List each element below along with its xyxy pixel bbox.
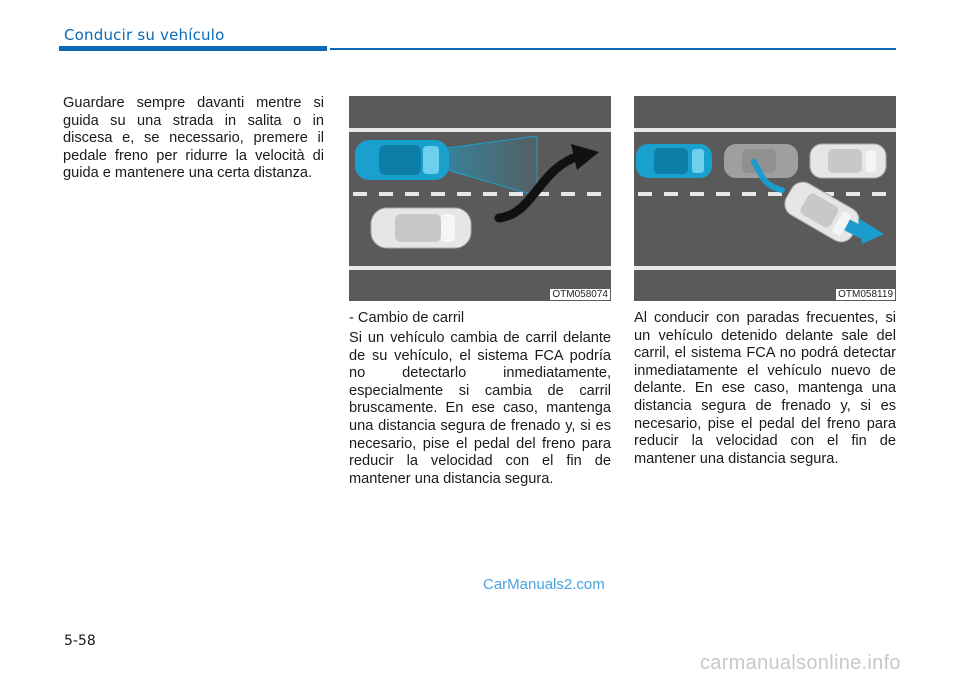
road-surface (634, 96, 896, 301)
cutting-in-vehicle (371, 208, 471, 248)
road-surface (349, 96, 611, 301)
host-vehicle (355, 140, 449, 180)
lane-change-subheading: - Cambio de carril (349, 310, 465, 326)
lane-change-drawing (349, 96, 611, 301)
site-watermark: carmanualsonline.info (700, 652, 901, 674)
lane-line-top (634, 128, 896, 132)
figure-code: OTM058074 (552, 289, 608, 300)
page-number: 5-58 (64, 633, 96, 649)
intro-paragraph: Guardare sempre davanti mentre si guida su una strada in salita o in discesa e, se necessario, premere il pedale freno per ridurre la velocità di guida e mantenere una certa distanza. (63, 95, 324, 182)
lane-change-paragraph: Si un vehículo cambia de carril delante de su vehículo, el sistema FCA podría no detectarlo inmediatamente, especialmente si cambia de carril bruscamente. En ese caso, mantenga una distancia segura de frenado y, si es necesario, pise el pedal del freno para reducir la velocidad con el fin de mantener una distancia segura. (349, 330, 611, 487)
stop-and-go-paragraph: Al conducir con paradas frecuentes, si un vehículo detenido delante sale del carril, el sistema FCA no podrá detectar inmediatamente el vehículo nuevo de delante. En ese caso, mantenga una distancia segura de frenado y, si es necesario, pise el pedal del freno para reducir la velocidad con el fin de mantener una distancia segura. (634, 310, 896, 467)
stop-and-go-illustration (634, 96, 896, 301)
lane-line-top (349, 128, 611, 132)
section-title: Conducir su vehículo (64, 26, 225, 44)
lane-line-bottom (634, 266, 896, 270)
figure-code: OTM058119 (838, 289, 893, 300)
front-vehicle (810, 144, 886, 178)
header-rule-thin (330, 48, 896, 50)
lane-line-bottom (349, 266, 611, 270)
stop-and-go-drawing (634, 96, 896, 301)
host-vehicle (636, 144, 712, 178)
header-rule-thick (59, 46, 327, 51)
lane-change-illustration (349, 96, 611, 301)
carmanuals-watermark[interactable]: CarManuals2.com (483, 576, 605, 593)
